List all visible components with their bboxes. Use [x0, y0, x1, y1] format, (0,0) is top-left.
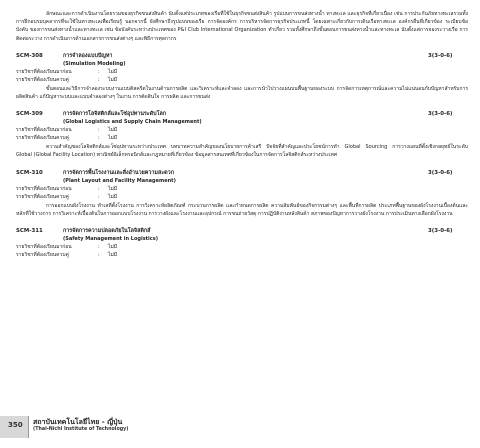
- colon: :: [98, 252, 100, 259]
- course-code: SCM-311: [16, 228, 43, 235]
- colon: :: [98, 135, 100, 142]
- prerequisite-row: [16, 185, 468, 193]
- corequisite-value: ไม่มี: [108, 135, 118, 142]
- course-header: [16, 52, 468, 60]
- corequisite-row: [16, 251, 468, 259]
- course-title: การจัดการโลจิสติกส์และโซ่อุปทานระดับโลก: [63, 111, 167, 118]
- corequisite-value: ไม่มี: [108, 193, 118, 200]
- course-english-title: (Plant Layout and Facility Management): [63, 177, 176, 184]
- colon: :: [98, 185, 100, 192]
- prerequisite-value: ไม่มี: [108, 185, 118, 192]
- corequisite-row: [16, 134, 468, 142]
- prerequisite-label: รายวิชาที่ต้องเรียนมาก่อน: [16, 244, 72, 251]
- corequisite-label: รายวิชาที่ต้องเรียนควบคู่: [16, 193, 69, 200]
- course-block-scm-310: [16, 169, 468, 218]
- course-block-scm-309: [16, 110, 468, 159]
- prerequisite-label: รายวิชาที่ต้องเรียนมาก่อน: [16, 185, 72, 192]
- course-credit: 3(3-0-6): [428, 52, 453, 59]
- colon: :: [98, 76, 100, 83]
- content-area: [16, 10, 468, 259]
- course-code: SCM-310: [16, 169, 43, 176]
- course-english-title: (Global Logistics and Supply Chain Management): [63, 119, 202, 126]
- intro-text: ลักษณะและการดำเนินงานโดยรวมของธุรกิจขนส่งสินค้า นับตั้งแต่ประเภทของเรือที่ใช้ในธุรกิจขนส่งสินค้า รูปแบบการขนส่งทางน้ำ ทางทะเล และธุรกิจที่เกี่ยวเนื่อง เช่น การประกันภัยทางทะเลรวมทั้งการฝึกอบรมบุคลากรที่จะใช้ในทางทะเลเพื่อเรียนรู้ นอกจากนี้ ยังศึกษาถึงรูปแบบของเรือ การจัดองค์กร การบริหารจัดการธุรกิจประเภทนี้ โดยเฉพาะเกี่ยวกับการเดินเรือทางทะเล องค์กรอื่นที่เกี่ยวข้อง ระเบียบข้อบังคับ ของการขนส่งทางน้ำและทางทะเล เช่น ข้อบังคับระหว่างประเทศของ P&I Club International Organization ทำเกี่ยว รวมทั้งศึกษาถึงขั้นตอนการขนส่งทางน้ำและทางทะเล นับตั้งแต่การจองระวางเรือ การติดต่อระวาง การดำเนินการด้านเอกสารการขนส่งต่างๆ และพิธีการศุลกากร: [16, 11, 468, 42]
- course-title: การจำลองแบบปัญหา: [63, 52, 113, 59]
- corequisite-row: [16, 193, 468, 201]
- course-description-text: ขั้นตอนและวิธีการจำลองระบบงานแบบดิสครีตในงานด้านการผลิต และวิเคราะห์และจำลอง และการนำไปวางแผนบนพื้นฐานของระบบ การจัดการเหตุการณ์และความไม่แน่นอนกับปัญหาสำหรับการผลิตสินค้า แก้ปัญหาระบบและแบบจำลองต่างๆ ในงาน การตัดสินใจ การผลิต และการขนส่ง: [16, 85, 468, 101]
- course-header: [16, 227, 468, 235]
- institute-name-english: (Thai-Nichi Institute of Technology): [33, 427, 129, 432]
- course-header: [16, 169, 468, 177]
- corequisite-value: ไม่มี: [108, 252, 118, 259]
- course-description: [16, 143, 468, 159]
- prerequisite-label: รายวิชาที่ต้องเรียนมาก่อน: [16, 127, 72, 134]
- course-description-text: การออกแบบผังโรงงาน ทำเลที่ตั้งโรงงาน การวิเคราะห์ผลิตภัณฑ์ กระบวนการผลิต และกำหนดการผลิต ความสัมพันธ์ของกิจกรรมต่างๆ และพื้นที่การผลิต ประเภทพื้นฐานของผังโรงงานเบื้องต้นและหลักที่ใช้วางการ การวิเคราะห์เบื้องต้นในการออกแบบโรงงาน การวางผังและโรงงานและอุปกรณ์ การขนถ่ายวัสดุ การปฏิบัติงานหลังสินค้า สภาพของปัญหาการวางผังโรงงาน การประเมินทางเลือกผังโรงงาน: [16, 202, 468, 217]
- prerequisite-value: ไม่มี: [108, 244, 118, 251]
- prerequisite-row: [16, 126, 468, 134]
- intro-paragraph: [16, 10, 468, 43]
- course-description: [16, 202, 468, 218]
- colon: :: [98, 68, 100, 75]
- page-footer: [0, 412, 480, 440]
- prerequisite-value: ไม่มี: [108, 127, 118, 134]
- colon: :: [98, 244, 100, 251]
- page-number: 350: [8, 421, 23, 429]
- course-description-text: ความสำคัญของโลจิสติกส์และโซ่อุปทานระหว่างประเทศ บทบาทความสำคัญของนโยบายการค้าเสรี ปัจจัยที่สำคัญและประโยชน์การทำ Global Sourcing การวางแผนที่ตั้งเชิงกลยุทธ์ในระดับ Global (Global Facility Location) พาณิชย์อิเล็กทรอนิกส์และกฎหมายที่เกี่ยวข้อง ข้อมูลสารสนเทศที่เกี่ยวข้องในการจัดการโลจิสติกส์ระหว่างประเทศ: [16, 144, 468, 159]
- course-block-scm-308: [16, 52, 468, 101]
- corequisite-label: รายวิชาที่ต้องเรียนควบคู่: [16, 76, 69, 83]
- course-credit: 3(3-0-6): [428, 228, 453, 235]
- course-header: [16, 110, 468, 118]
- corequisite-label: รายวิชาที่ต้องเรียนควบคู่: [16, 252, 69, 259]
- footer-divider: [28, 416, 29, 438]
- corequisite-value: ไม่มี: [108, 76, 118, 83]
- course-english-title: (Simulation Modeling): [63, 60, 126, 67]
- prerequisite-row: [16, 243, 468, 251]
- colon: :: [98, 127, 100, 134]
- course-code: SCM-309: [16, 111, 43, 118]
- course-english-title: (Safety Management in Logistics): [63, 236, 158, 243]
- course-credit: 3(3-0-6): [428, 169, 453, 176]
- corequisite-row: [16, 76, 468, 84]
- course-title: การจัดการพื้นโรงงานและสิ่งอำนวยความสะดวก: [63, 169, 174, 176]
- course-credit: 3(3-0-6): [428, 111, 453, 118]
- prerequisite-row: [16, 68, 468, 76]
- course-block-scm-311: [16, 227, 468, 259]
- corequisite-label: รายวิชาที่ต้องเรียนควบคู่: [16, 135, 69, 142]
- prerequisite-value: ไม่มี: [108, 68, 118, 75]
- institute-name-thai: สถาบันเทคโนโลยีไทย - ญี่ปุ่น: [33, 418, 123, 426]
- course-code: SCM-308: [16, 52, 43, 59]
- colon: :: [98, 193, 100, 200]
- course-title: การจัดการความปลอดภัยในโลจิสติกส์: [63, 228, 151, 235]
- course-description: [16, 85, 468, 101]
- prerequisite-label: รายวิชาที่ต้องเรียนมาก่อน: [16, 68, 72, 75]
